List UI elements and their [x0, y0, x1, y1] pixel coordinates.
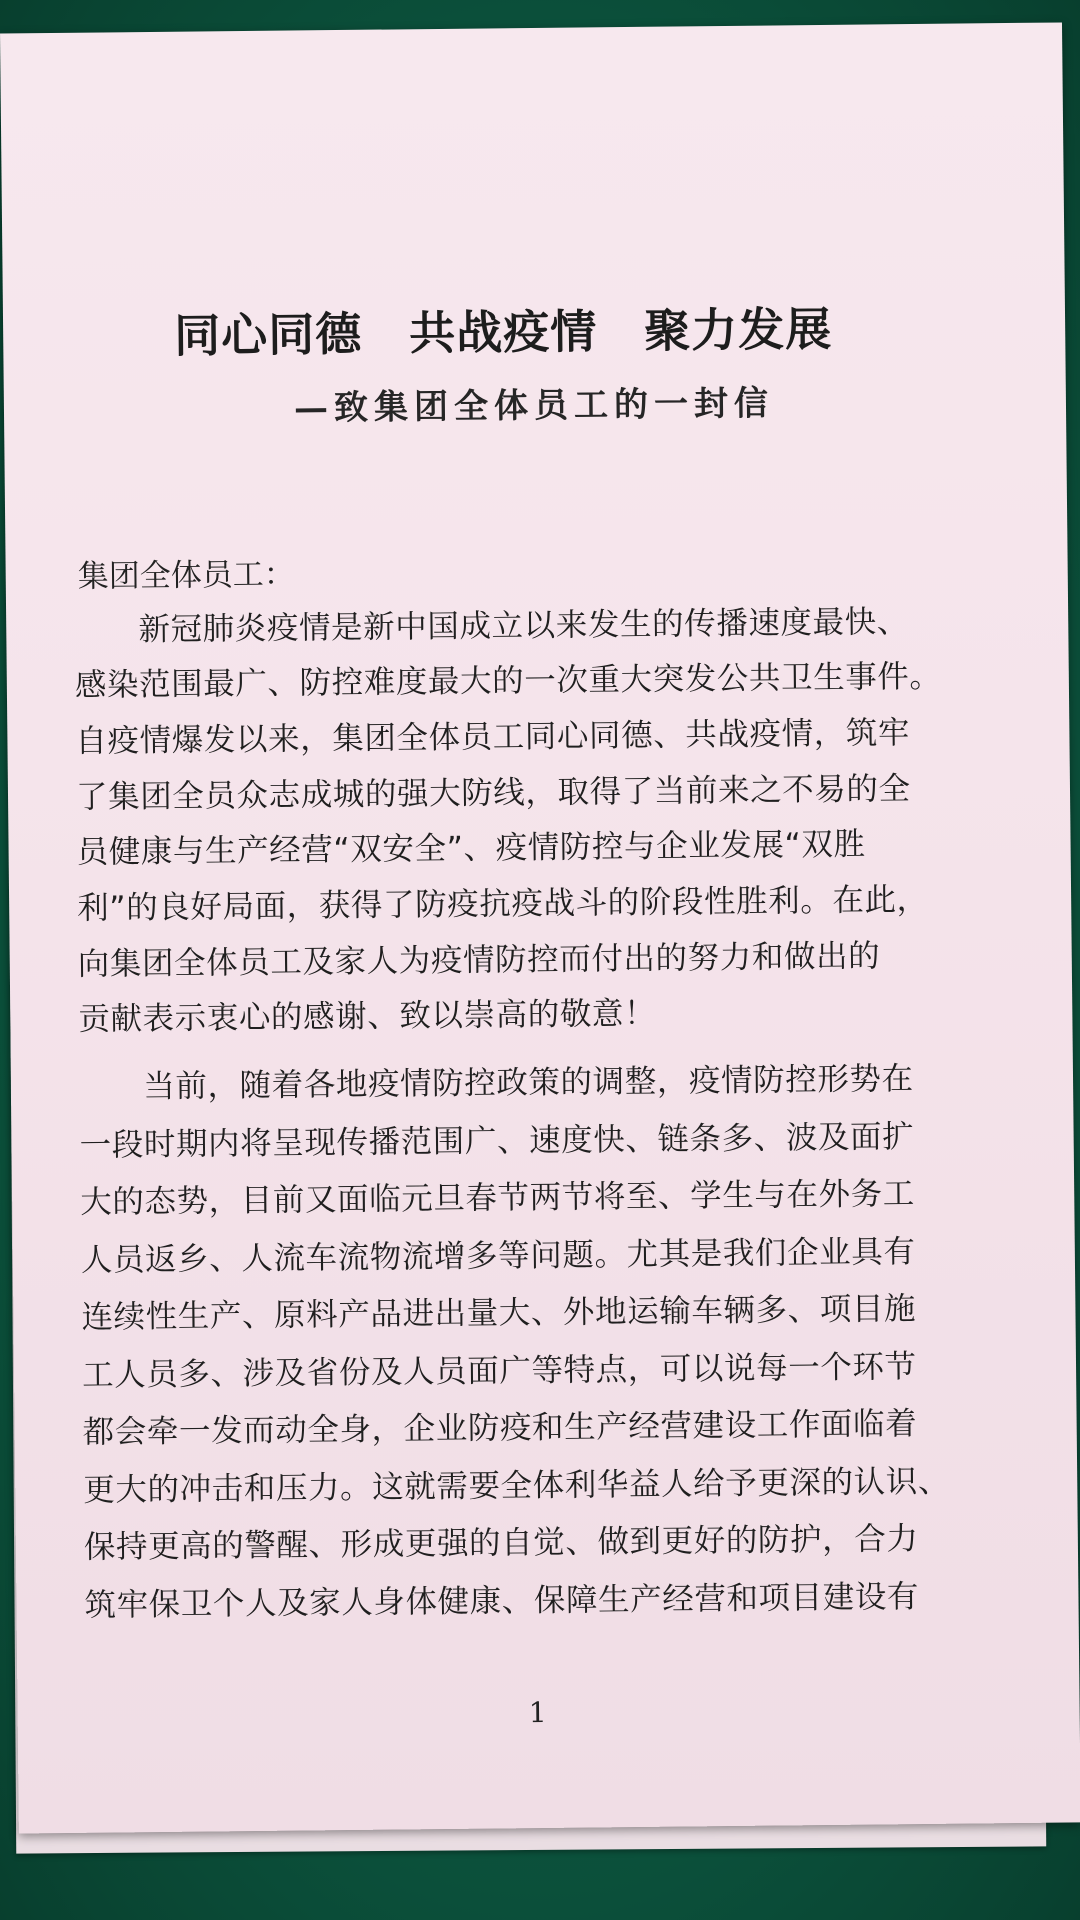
letter-subtitle: —致集团全体员工的一封信 [293, 383, 775, 429]
body-line: 新冠肺炎疫情是新中国成立以来发生的传播速度最快、 [74, 604, 910, 649]
body-line: 了集团全员众志成城的强大防线，取得了当前来之不易的全 [75, 771, 911, 816]
body-line: 都会牵一发而动全身，企业防疫和生产经营建设工作面临着 [82, 1406, 918, 1451]
body-line: 向集团全体员工及家人为疫情防控而付出的努力和做出的 [77, 938, 881, 983]
body-line: 保持更高的警醒、形成更强的自觉、做到更好的防护，合力 [83, 1521, 919, 1566]
body-line: 员健康与生产经营“双安全”、疫情防控与企业发展“双胜 [76, 826, 866, 871]
body-line: 人员返乡、人流车流物流增多等问题。尤其是我们企业具有 [80, 1234, 916, 1279]
body-line: 贡献表示衷心的感谢、致以崇高的敬意！ [78, 995, 657, 1038]
page-number: 1 [528, 1695, 547, 1730]
body-line: 自疫情爆发以来，集团全体员工同心同德、共战疫情，筑牢 [75, 715, 911, 760]
letter-page [0, 22, 1080, 1833]
body-line: 更大的冲击和压力。这就需要全体利华益人给予更深的认识、 [83, 1463, 951, 1509]
letter-title: 同心同德 共战疫情 聚力发展 [173, 301, 833, 363]
body-line: 工人员多、涉及省份及人员面广等特点，可以说每一个环节 [81, 1349, 917, 1394]
body-line: 感染范围最广、防控难度最大的一次重大突发公共卫生事件。 [74, 658, 942, 704]
body-line: 当前，随着各地疫情防控政策的调整，疫情防控形势在 [78, 1061, 914, 1106]
body-line: 一段时期内将呈现传播范围广、速度快、链条多、波及面扩 [79, 1119, 915, 1164]
body-line: 筑牢保卫个人及家人身体健康、保障生产经营和项目建设有 [84, 1579, 920, 1624]
body-line: 大的态势，目前又面临元旦春节两节将至、学生与在外务工 [80, 1176, 916, 1221]
body-line: 连续性生产、原料产品进出量大、外地运输车辆多、项目施 [81, 1291, 917, 1336]
salutation: 集团全体员工： [77, 556, 295, 595]
body-line: 利”的良好局面，获得了防疫抗疫战斗的阶段性胜利。在此， [77, 881, 929, 927]
